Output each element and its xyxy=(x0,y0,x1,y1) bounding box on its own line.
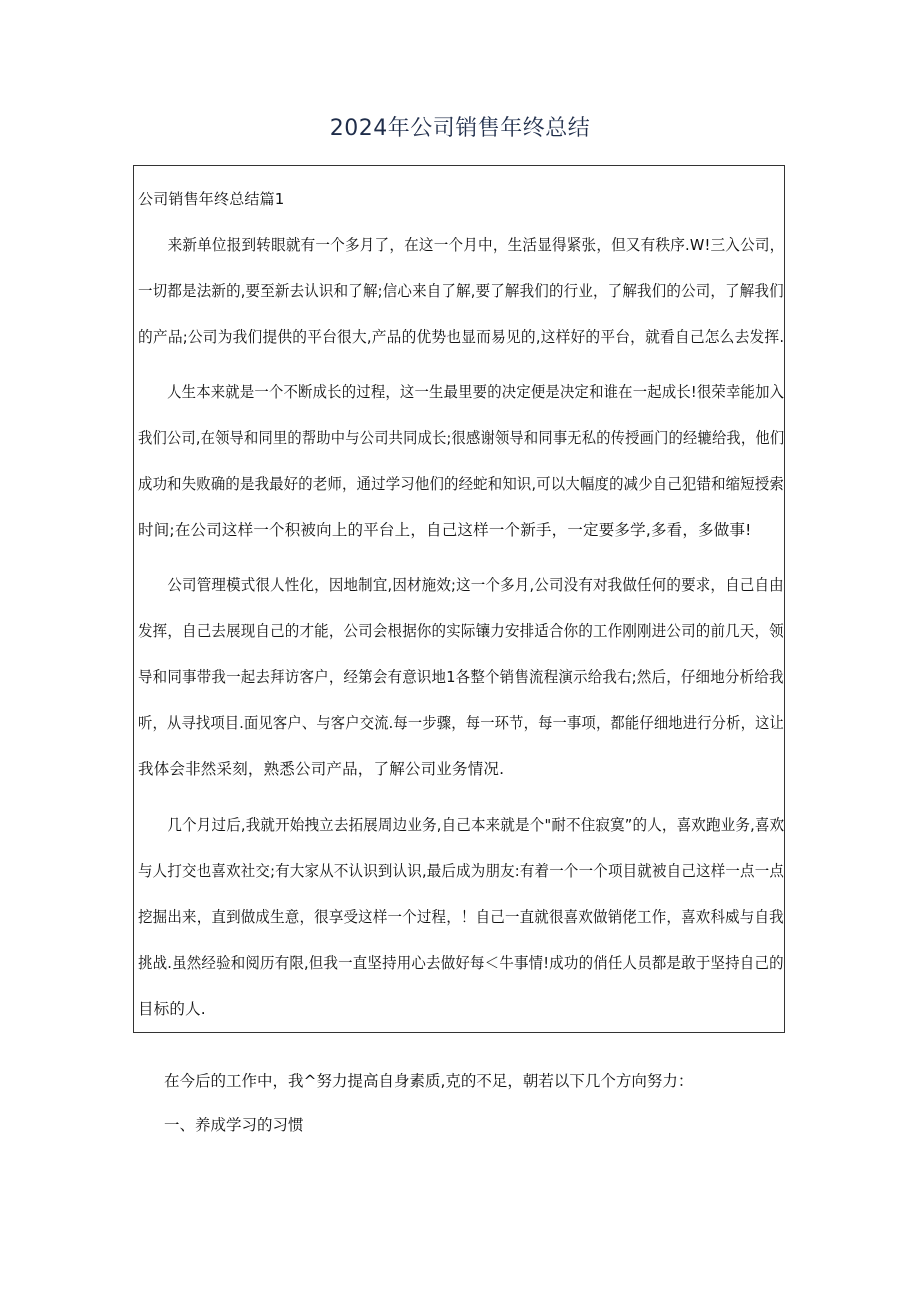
paragraph-line: 时间;在公司这样一个积被向上的平台上，自己这样一个新手，一定要多学,多看，多做事! xyxy=(138,521,752,539)
paragraph-line: 几个月过后,我就开始拽立去拓展周边业务,自己本来就是个"耐不住寂寞”的人，喜欢跑业务,喜欢 xyxy=(138,816,785,834)
paragraph-line: 发挥，自己去展现自己的才能，公司会根据你的实际镶力安排适合你的工作刚刚进公司的前几天，领 xyxy=(138,622,784,640)
paragraph-line: 人生本来就是一个不断成长的过程，这一生最里要的决定便是决定和谁在一起成长!很荣幸能加入 xyxy=(138,383,785,401)
intro-paragraph: 在今后的工作中，我^努力提高自身素质,克的不足，朝若以下几个方向努力： xyxy=(164,1072,694,1090)
paragraph-line: 我体会非然采刻，熟悉公司产品，了解公司业务情况. xyxy=(138,760,505,778)
paragraph-line: 与人打交也喜欢社交;有大家从不认识到认识,最后成为朋友:有着一个一个项目就被自己这样一点一点 xyxy=(138,862,785,880)
paragraph-line: 成功和失败确的是我最好的老师，通过学习他们的经蛇和知识,可以大幅度的减少自己犯错和缩短授索 xyxy=(138,475,784,493)
paragraph-line: 目标的人. xyxy=(138,1000,206,1018)
section-heading: 公司销售年终总结篇1 xyxy=(138,190,285,208)
paragraph-line: 来新单位报到转眼就有一个多月了，在这一个月中，生活显得紧张，但又有秩序.W!三入公司， xyxy=(138,236,785,254)
paragraph-line: 挖掘出来，直到做成生意，很享受这样一个过程，！自己一直就很喜欢做销佬工作，喜欢科威与自我 xyxy=(138,908,784,926)
paragraph-line: 一切都是法新的,要至新去认识和了解;信心来自了解,要了解我们的行业，了解我们的公司，了解我们 xyxy=(138,282,784,300)
document-title: 2024年公司销售年终总结 xyxy=(329,116,591,141)
paragraph-line: 挑战.虽然经验和阅历有限,但我一直坚持用心去做好每＜牛事情!成功的俏任人员都是敢于坚持自己的 xyxy=(138,954,784,972)
paragraph-line: 听，从寻找项目.面见客户、与客户交流.每一步骤，每一环节，每一事项，都能仔细地进行分析，这让 xyxy=(138,714,785,732)
paragraph-line: 导和同事带我一起去拜访客户，经第会有意识地1各整个销售流程演示给我右;然后，仔细地分析给我 xyxy=(138,668,784,686)
list-item-heading: 一、养成学习的习惯 xyxy=(164,1116,304,1134)
paragraph-line: 公司管理模式很人性化，因地制宜,因材施效;这一个多月,公司没有对我做任何的要求，自己自由 xyxy=(138,576,784,594)
content-box xyxy=(133,165,785,1033)
paragraph-line: 的产品;公司为我们提供的平台很大,产品的优势也显而易见的,这样好的平台，就看自己怎么去发挥. xyxy=(138,328,785,346)
paragraph-line: 我们公司,在领导和同里的帮助中与公司共同成长;很感谢领导和同事无私的传授画门的经辘给我，他们 xyxy=(138,429,785,447)
